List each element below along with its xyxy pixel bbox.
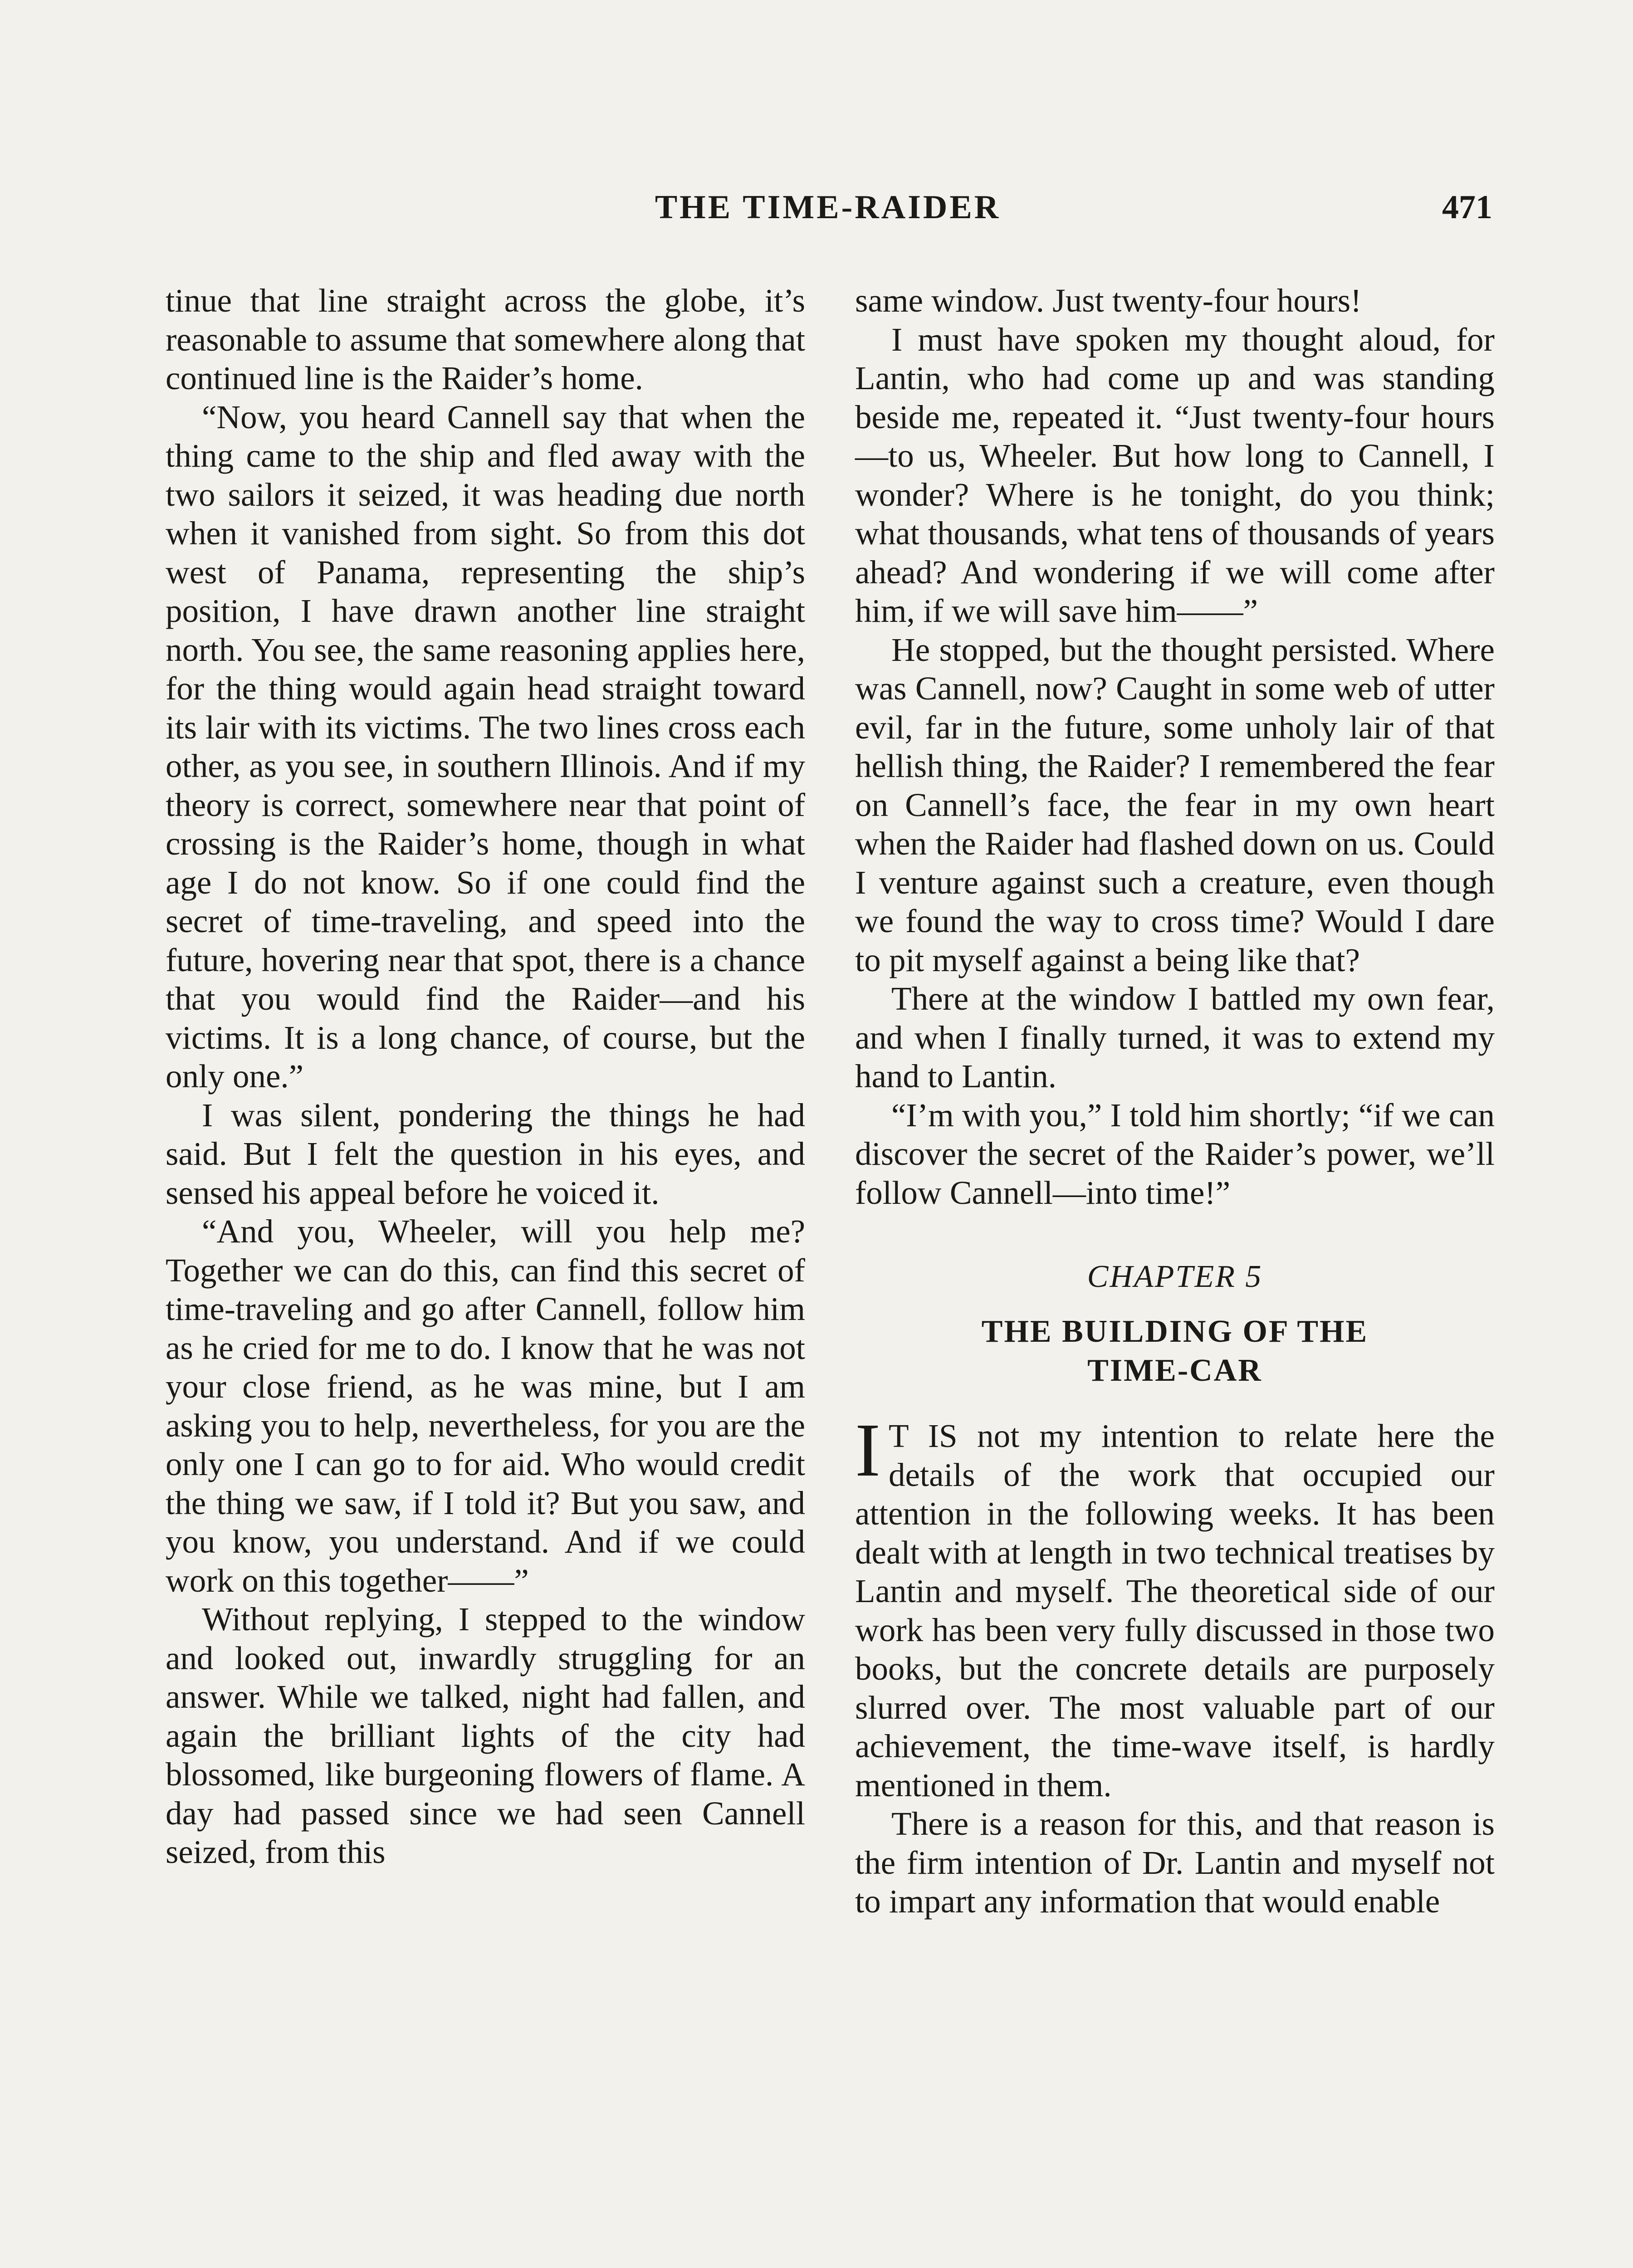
running-title: THE TIME-RAIDER — [655, 189, 1001, 226]
paragraph: I was silent, pondering the things he had said. But I felt the question in his eyes, and sensed his appeal before he voiced it. — [166, 1096, 805, 1211]
chapter-first-paragraph — [855, 1408, 1495, 1804]
paragraph: He stopped, but the thought persisted. Where was Cannell, now? Caught in some web of utter evil, far in the future, some unholy lair of that hellish thing, the Raider? I remembered the fear on Cannell’s face, the fear in my own heart when the Raider had flashed down on us. Could I venture against such a creature, even though we found the way to cross time? Would I dare to pit myself against a being like that? — [855, 631, 1495, 978]
paragraph: “And you, Wheeler, will you help me? Together we can do this, can find this secret of time-traveling and go after Cannell, follow him as he cried for me to do. I know that he was not your close friend, as he was mine, but I am asking you to help, nevertheless, for you are the only one I can go to for aid. Who would credit the thing we saw, if I told it? But you saw, and you know, you understand. And if we could work on this together——” — [166, 1213, 805, 1599]
chapter-title — [855, 1312, 1495, 1390]
page-header — [163, 188, 1492, 234]
right-column — [855, 281, 1495, 1921]
paragraph: same window. Just twenty-four hours! — [855, 282, 1362, 319]
drop-cap: I — [855, 1408, 880, 1492]
page-number: 471 — [1442, 189, 1492, 226]
paragraph: There is a reason for this, and that reason is the firm intention of Dr. Lantin and myself not to impart any information that would enable — [855, 1805, 1495, 1920]
first-word-smallcaps: T IS — [888, 1418, 958, 1454]
paragraph: “Now, you heard Cannell say that when the thing came to the ship and fled away with the two sailors it seized, it was heading due north when it vanished from sight. So from this dot west of Panama, representing the ship’s position, I have drawn another line straight north. You see, the same reasoning applies here, for the thing would again head straight toward its lair with its victims. The two lines cross each other, as you see, in southern Illinois. And if my theory is correct, somewhere near that point of crossing is the Raider’s home, though in what age I do not know. So if one could find the secret of time-traveling, and speed into the future, hovering near that spot, there is a chance that you would find the Raider—and his victims. It is a long chance, of course, but the only one.” — [166, 398, 805, 1095]
chapter-title-line1: THE BUILDING OF THE — [981, 1314, 1369, 1349]
chapter-title-line2: TIME-CAR — [1087, 1353, 1262, 1388]
chapter-number: CHAPTER 5 — [1087, 1259, 1263, 1294]
paragraph: There at the window I battled my own fear, and when I finally turned, it was to extend my hand to Lantin. — [855, 980, 1495, 1095]
first-paragraph-text: not my intention to relate here the details of the work that occupied our attention in the following weeks. It has been dealt with at length in two technical treatises by Lantin and myself. The theoretical side of our work has been very fully discussed in those two books, but the concrete details are purposely slurred over. The most valuable part of our achievement, the time-wave itself, is hardly mentioned in them. — [855, 1418, 1495, 1804]
left-column — [166, 281, 805, 1872]
paragraph: I must have spoken my thought aloud, for Lantin, who had come up and was standing beside me, repeated it. “Just twenty-four hours—to us, Wheeler. But how long to Cannell, I wonder? Where is he tonight, do you think; what thousands, what tens of thousands of years ahead? And wondering if we will come after him, if we will save him——” — [855, 321, 1495, 629]
paragraph: tinue that line straight across the globe, it’s reasonable to assume that somewhere along that continued line is the Raider’s home. — [166, 282, 805, 396]
paragraph: “I’m with you,” I told him shortly; “if we can discover the secret of the Raider’s power, we’ll follow Cannell—into time!” — [855, 1096, 1495, 1211]
paragraph: Without replying, I stepped to the window and looked out, inwardly struggling for an answer. While we talked, night had fallen, and again the brilliant lights of the city had blossomed, like burgeoning flowers of flame. A day had passed since we had seen Cannell seized, from this — [166, 1601, 805, 1870]
